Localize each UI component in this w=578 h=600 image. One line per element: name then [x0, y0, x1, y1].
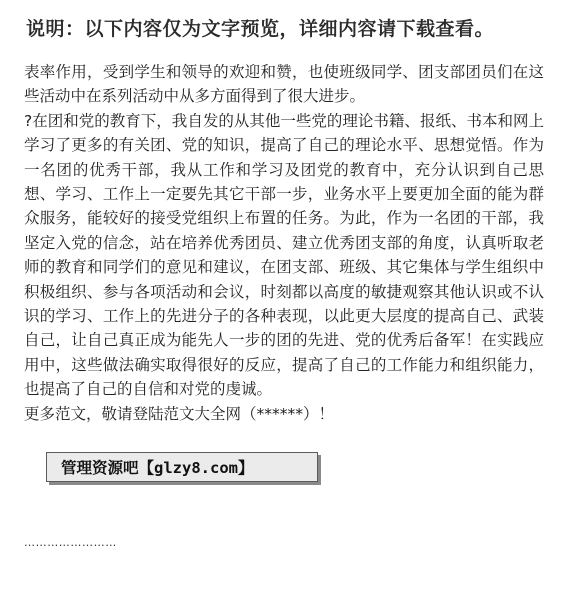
- document-body: [24, 60, 544, 426]
- watermark-overlay: 管理资源吧【glzy8.com】: [46, 452, 318, 482]
- paragraph-2: ?在团和党的教育下，我自发的从其他一些党的理论书籍、报纸、书本和网上学习了更多的有关团、党的知识，提高了自己的理论水平、思想觉悟。作为一名团的优秀干部，我从工作和学习及团党的教育中，充分认识到自己思想、学习、工作上一定要先其它干部一步，业务水平上要更加全面的能为群众服务，能较好的接受党组织上布置的任务。为此，作为一名团的干部，我坚定入党的信念，站在培养优秀团员、建立优秀团支部的角度，认真听取老师的教育和同学们的意见和建议，在团支部、班级、其它集体与学生组织中积极组织、参与各项活动和会议，时刻都以高度的敏捷观察其他认识或不认识的学习、工作上的先进分子的各种表现，以此更大层度的提高自己、武装自己，让自己真正成为能先人一步的团的先进、党的优秀后备军！在实践应用中，这些做法确实取得很好的反应，提高了自己的工作能力和组织能力，也提高了自己的自信和对党的虔诚。: [24, 111, 544, 399]
- preview-notice: 说明：以下内容仅为文字预览，详细内容请下载查看。: [26, 18, 495, 40]
- paragraph-3: 更多范文，敬请登陆范文大全网（******）！: [24, 404, 335, 423]
- paragraph-1: 表率作用，受到学生和领导的欢迎和赞，也使班级同学、团支部团员们在这些活动中在系列活动中从多方面得到了很大进步。: [24, 63, 544, 106]
- dotted-divider: ……………………: [24, 536, 117, 549]
